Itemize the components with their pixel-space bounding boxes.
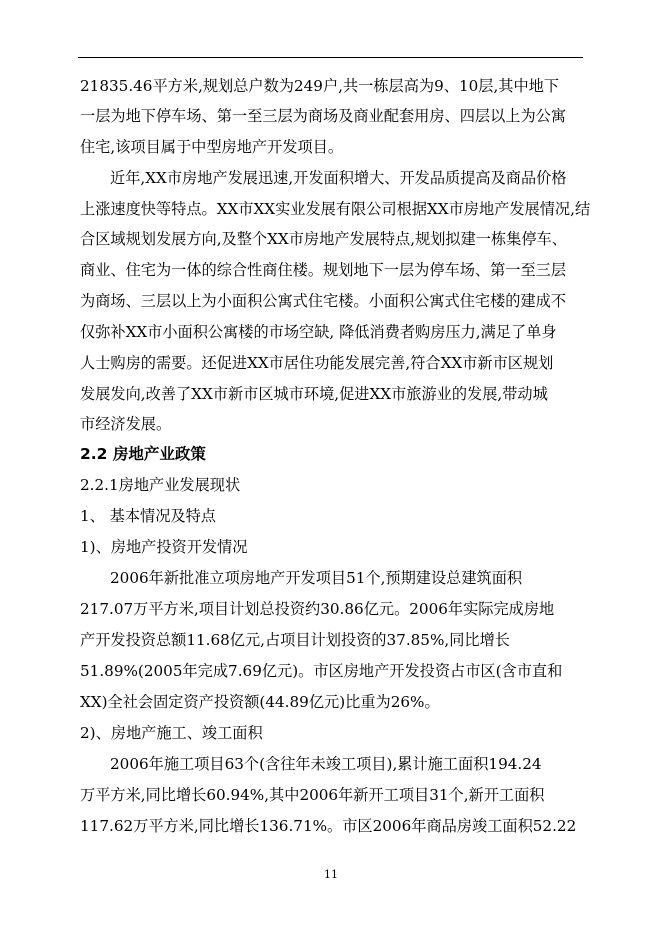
body-line: 万平方米,同比增长60.94%,其中2006年新开工项目31个,新开工面积 bbox=[80, 786, 545, 804]
body-line: 产开发投资总额11.68亿元,占项目计划投资的37.85%,同比增长 bbox=[80, 631, 510, 649]
body-line: 217.07万平方米,项目计划总投资约30.86亿元。2006年实际完成房地 bbox=[80, 600, 555, 618]
header-rule bbox=[78, 57, 583, 58]
list-subheading: 2)、房地产施工、竣工面积 bbox=[80, 724, 263, 742]
body-line: 人士购房的需要。还促进XX市居住功能发展完善,符合XX市新市区规划 bbox=[80, 354, 554, 372]
body-line: 市经济发展。 bbox=[80, 415, 172, 433]
section-heading: 2.2 房地产业政策 bbox=[80, 445, 206, 463]
paragraph-first-line: 近年,XX市房地产发展迅速,开发面积增大、开发品质提高及商品价格 bbox=[110, 169, 567, 187]
body-line: 一层为地下停车场、第一至三层为商场及商业配套用房、四层以上为公寓 bbox=[80, 107, 566, 125]
body-line: 合区域规划发展方向,及整个XX市房地产发展特点,规划拟建一栋集停车、 bbox=[80, 230, 567, 248]
body-line: 21835.46平方米,规划总户数为249户,共一栋层高为9、10层,其中地下 bbox=[80, 77, 560, 95]
list-subheading: 1)、房地产投资开发情况 bbox=[80, 538, 248, 556]
body-line: 发展发向,改善了XX市新市区城市环境,促进XX市旅游业的发展,带动城 bbox=[80, 385, 548, 403]
body-line: XX)全社会固定资产投资额(44.89亿元)比重为26%。 bbox=[80, 693, 440, 711]
body-line: 51.89%(2005年完成7.69亿元)。市区房地产开发投资占市区(含市直和 bbox=[80, 662, 563, 680]
body-line: 商业、住宅为一体的综合性商住楼。规划地下一层为停车场、第一至三层 bbox=[80, 261, 566, 279]
paragraph-first-line: 2006年新批准立项房地产开发项目51个,预期建设总建筑面积 bbox=[110, 569, 523, 587]
paragraph-first-line: 2006年施工项目63个(含往年未竣工项目),累计施工面积194.24 bbox=[110, 755, 542, 773]
body-line: 住宅,该项目属于中型房地产开发项目。 bbox=[80, 138, 344, 156]
body-line: 上涨速度快等特点。XX市XX实业发展有限公司根据XX市房地产发展情况,结 bbox=[80, 200, 591, 218]
page-number: 11 bbox=[324, 868, 338, 881]
list-heading: 1、 基本情况及特点 bbox=[80, 507, 216, 525]
body-line: 117.62万平方米,同比增长136.71%。市区2006年商品房竣工面积52.22 bbox=[80, 817, 577, 835]
body-line: 仅弥补XX市小面积公寓楼的市场空缺, 降低消费者购房压力,满足了单身 bbox=[80, 323, 557, 341]
body-line: 为商场、三层以上为小面积公寓式住宅楼。小面积公寓式住宅楼的建成不 bbox=[80, 292, 566, 310]
subsection-heading: 2.2.1房地产业发展现状 bbox=[80, 476, 241, 494]
